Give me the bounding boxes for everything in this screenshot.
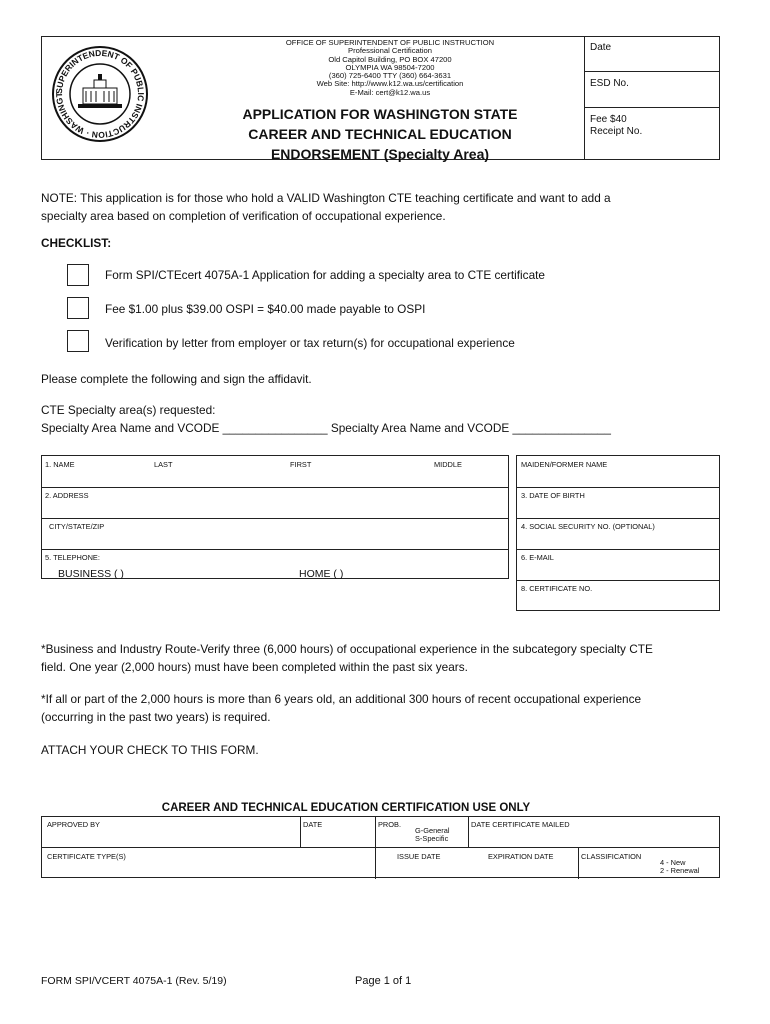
applicant-info-right [516,455,720,611]
fee-cell [585,108,720,160]
note-line: specialty area based on completion of verification of occupational experience. [41,209,446,223]
issue-date-label: ISSUE DATE [397,852,441,861]
maiden-field[interactable] [517,468,719,487]
approved-by-label: APPROVED BY [47,820,100,829]
receipt-label: Receipt No. [590,126,643,137]
prob-options [415,827,450,843]
prob-label: PROB. [378,820,401,829]
address-field[interactable] [42,499,508,518]
checklist-checkbox-form[interactable] [67,264,89,286]
address-label: 2. ADDRESS [45,491,89,500]
last-label: LAST [154,460,173,469]
fee-label: Fee $40 [590,114,627,125]
checklist-item: Verification by letter from employer or tax return(s) for occupational experience [105,336,515,350]
checklist-checkbox-fee[interactable] [67,297,89,319]
email-field[interactable] [517,561,719,580]
title-line: APPLICATION FOR WASHINGTON STATE [242,106,518,122]
date-mailed-label: DATE CERTIFICATE MAILED [471,820,570,829]
dob-label: 3. DATE OF BIRTH [521,491,585,500]
office-line: (360) 725-6400 TTY (360) 664-3631 [328,71,452,81]
office-line: Web Site: http://www.k12.wa.us/certification [316,79,464,89]
specialty-section [41,401,741,437]
form-title [210,104,550,164]
page-number: Page 1 of 1 [355,975,412,987]
city-field[interactable] [42,530,508,549]
checklist-item: Fee $1.00 plus $39.00 OSPI = $40.00 made payable to OSPI [105,302,426,316]
email-label: 6. E-MAIL [521,553,554,562]
city-label: CITY/STATE/ZIP [49,522,105,531]
new-label: 4 - New [660,858,686,867]
applicant-info-table [41,455,509,579]
note [41,189,731,225]
ssn-label: 4. SOCIAL SECURITY NO. (OPTIONAL) [521,522,655,531]
ssn-field[interactable] [517,530,719,549]
date-cell[interactable] [585,36,720,72]
renewal-label: 2 - Renewal [660,866,700,875]
classification-label: CLASSIFICATION [581,852,642,861]
classification-options [660,859,699,875]
title-line: CAREER AND TECHNICAL EDUCATION [248,126,512,142]
telephone-label: 5. TELEPHONE: [45,553,100,562]
dob-field[interactable] [517,499,719,518]
use-date-label: DATE [303,820,323,829]
name-field[interactable] [42,468,508,487]
business-phone-field[interactable]: BUSINESS ( ) [58,568,124,580]
requirement-line: field. One year (2,000 hours) must have been completed within the past six years. [41,660,468,674]
office-line: OFFICE OF SUPERINTENDENT OF PUBLIC INSTRUCTION [285,38,495,47]
attach-check-text: ATTACH YOUR CHECK TO THIS FORM. [41,743,259,757]
checklist-checkbox-verification[interactable] [67,330,89,352]
cert-type-label: CERTIFICATE TYPE(S) [47,852,126,861]
office-use-header [584,36,720,160]
g-general-label: G-General [415,826,450,835]
use-only-title: CAREER AND TECHNICAL EDUCATION CERTIFICATION USE ONLY [161,802,531,814]
office-line: Old Capitol Building, PO BOX 47200 [328,54,452,64]
form-id: FORM SPI/VCERT 4075A-1 (Rev. 5/19) [41,975,227,987]
office-line: Professional Certification [348,46,432,56]
first-label: FIRST [290,460,312,469]
office-use-table [41,816,720,878]
seal-text: SUPERINTENDENT OF PUBLIC INSTRUCTION · WASHINGT [53,47,147,141]
checklist-title: CHECKLIST: [41,236,112,250]
title-line: ENDORSEMENT (Specialty Area) [270,146,490,162]
date-label: Date [590,42,612,53]
middle-label: MIDDLE [434,460,462,469]
checklist-item: Form SPI/CTEcert 4075A-1 Application for adding a specialty area to CTE certificate [105,268,545,282]
maiden-label: MAIDEN/FORMER NAME [521,460,608,469]
requirement-line: *Business and Industry Route-Verify three (6,000 hours) of occupational experience in the subcategory specialty CTE [41,642,653,656]
specialty-line1: CTE Specialty area(s) requested: [41,403,216,417]
office-line: E-Mail: cert@k12.wa.us [349,87,431,97]
s-specific-label: S-Specific [415,834,449,843]
esd-label: ESD No. [590,78,629,89]
cert-no-field[interactable] [517,592,719,611]
state-seal-icon [50,44,150,144]
requirement-business [41,640,741,676]
requirement-line: (occurring in the past two years) is required. [41,710,271,724]
name-label: 1. NAME [45,460,75,469]
requirement-line: *If all or part of the 2,000 hours is more than 6 years old, an additional 300 hours of recent occupational experience [41,692,642,706]
cert-no-label: 8. CERTIFICATE NO. [521,584,593,593]
note-line: NOTE: This application is for those who hold a VALID Washington CTE teaching certificate and want to add a [41,191,611,205]
office-line: OLYMPIA WA 98504-7200 [345,62,435,72]
home-phone-field[interactable]: HOME ( ) [299,568,344,580]
office-address [230,39,550,97]
expiration-date-label: EXPIRATION DATE [488,852,554,861]
affidavit-text: Please complete the following and sign the affidavit. [41,372,312,386]
esd-cell[interactable] [585,72,720,108]
requirement-recent [41,690,741,726]
specialty-line2[interactable]: Specialty Area Name and VCODE ________________ Specialty Area Name and VCODE _______________ [41,421,611,435]
